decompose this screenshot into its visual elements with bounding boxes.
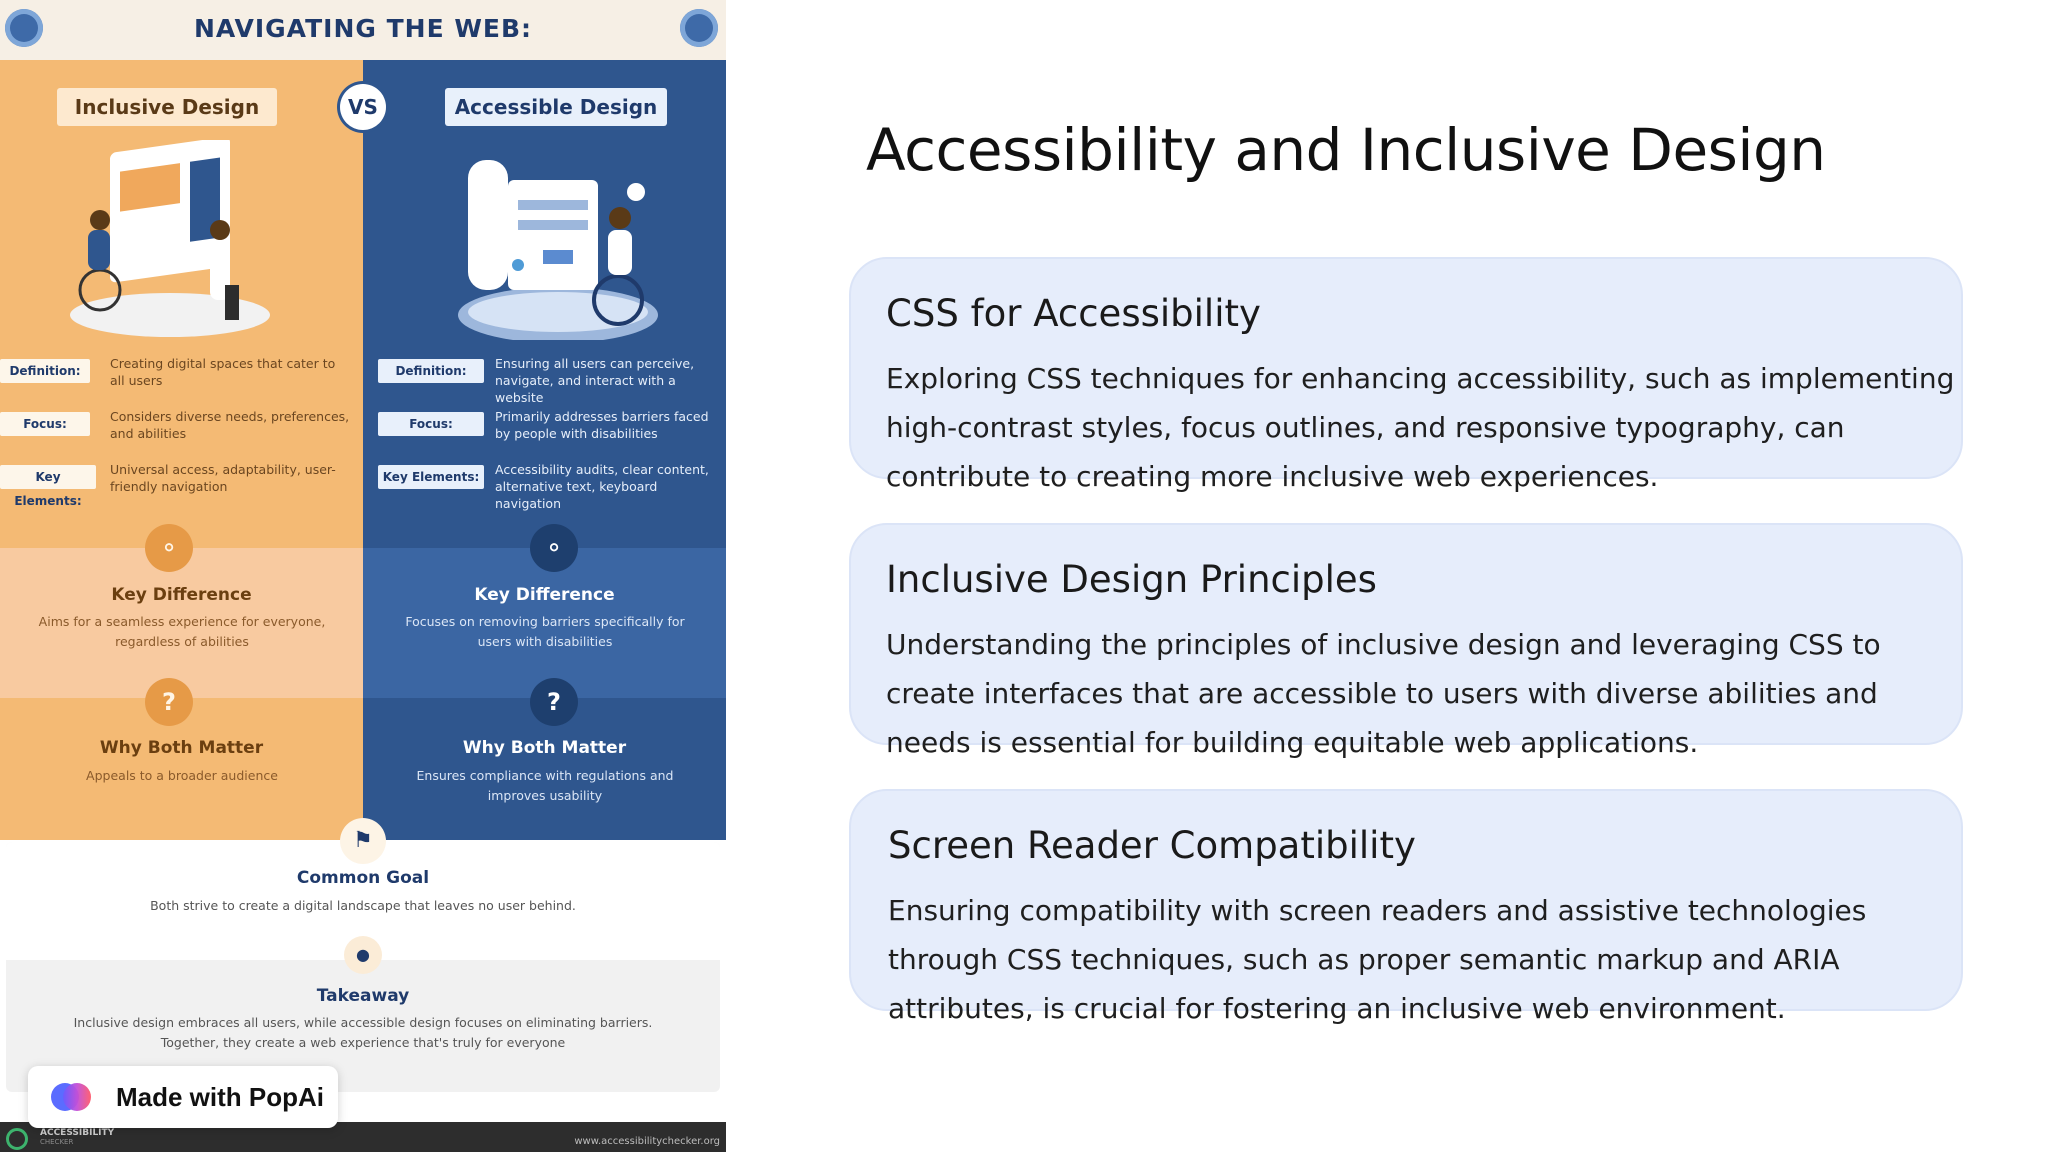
accessible-illustration — [448, 140, 668, 340]
why-both-matter-title: Why Both Matter — [99, 738, 264, 758]
definition-label: Definition: — [0, 359, 90, 383]
question-icon: ? — [145, 678, 193, 726]
slide-title: Accessibility and Inclusive Design — [866, 116, 1826, 184]
key-icon: ⚬ — [530, 524, 578, 572]
why-both-matter-title: Why Both Matter — [462, 738, 627, 758]
flag-icon: ⚑ — [340, 818, 386, 864]
takeaway-text-line-1: Inclusive design embraces all users, while accessible design focuses on eliminating barriers. — [73, 1015, 653, 1030]
card-title: Inclusive Design Principles — [886, 558, 1377, 601]
takeaway-title: Takeaway — [316, 986, 410, 1006]
why-both-matter-text: Ensures compliance with regulations and improves usability — [416, 768, 674, 803]
key-difference-text: Focuses on removing barriers specifically for users with disabilities — [405, 614, 685, 649]
focus-label: Focus: — [378, 412, 484, 436]
question-icon: ? — [530, 678, 578, 726]
popai-logo-icon — [50, 1080, 94, 1114]
key-difference-text: Aims for a seamless experience for everyone, regardless of abilities — [38, 614, 326, 649]
card-body: Exploring CSS techniques for enhancing accessibility, such as implementing high-contrast styles, focus outlines, and responsive typography, can contribute to creating more inclusive web experiences. — [886, 362, 1955, 493]
focus-text: Primarily addresses barriers faced by people with disabilities — [495, 409, 709, 441]
key-elements-label: Key Elements: — [378, 465, 484, 489]
takeaway-text-line-2: Together, they create a web experience that's truly for everyone — [160, 1035, 566, 1050]
footer-brand-name: ACCESSIBILITY — [40, 1128, 115, 1138]
definition-label: Definition: — [378, 359, 484, 383]
footer-brand-sub: CHECKER — [40, 1138, 74, 1146]
infographic-title: NAVIGATING THE WEB: — [193, 14, 533, 43]
key-elements-text: Universal access, adaptability, user-friendly navigation — [110, 462, 336, 494]
key-elements-text: Accessibility audits, clear content, alternative text, keyboard navigation — [495, 462, 709, 511]
inclusive-design-heading: Inclusive Design — [57, 88, 277, 126]
footer-url: www.accessibilitychecker.org — [574, 1136, 720, 1147]
key-icon: ⚬ — [145, 524, 193, 572]
focus-text: Considers diverse needs, preferences, and abilities — [110, 409, 350, 441]
accessible-design-heading: Accessible Design — [445, 88, 667, 126]
checkmark-icon — [6, 1128, 28, 1150]
popai-badge-label: Made with PopAi — [116, 1082, 324, 1112]
why-both-matter-text: Appeals to a broader audience — [86, 768, 278, 783]
card-title: Screen Reader Compatibility — [888, 824, 1416, 867]
definition-text: Ensuring all users can perceive, navigate, and interact with a website — [495, 356, 695, 405]
common-goal-text: Both strive to create a digital landscape that leaves no user behind. — [150, 898, 576, 913]
definition-text: Creating digital spaces that cater to all users — [110, 356, 336, 388]
key-difference-title: Key Difference — [474, 585, 615, 605]
inclusive-illustration — [60, 140, 280, 340]
footer-brand — [40, 1128, 114, 1146]
key-difference-title: Key Difference — [111, 585, 252, 605]
card-title: CSS for Accessibility — [886, 292, 1261, 335]
card-body: Ensuring compatibility with screen readers and assistive technologies through CSS techniques, such as proper semantic markup and ARIA attributes, is crucial for fostering an inclusive web environment. — [888, 894, 1867, 1025]
common-goal-title: Common Goal — [296, 868, 430, 888]
infographic-image — [0, 0, 726, 1152]
card-body: Understanding the principles of inclusive design and leveraging CSS to create interfaces that are accessible to users with diverse abilities and needs is essential for building equitable web applications. — [886, 628, 1881, 759]
focus-label: Focus: — [0, 412, 90, 436]
lightbulb-icon: ● — [344, 936, 382, 974]
key-elements-label: Key Elements: — [0, 465, 96, 489]
vs-badge: VS — [340, 84, 386, 130]
